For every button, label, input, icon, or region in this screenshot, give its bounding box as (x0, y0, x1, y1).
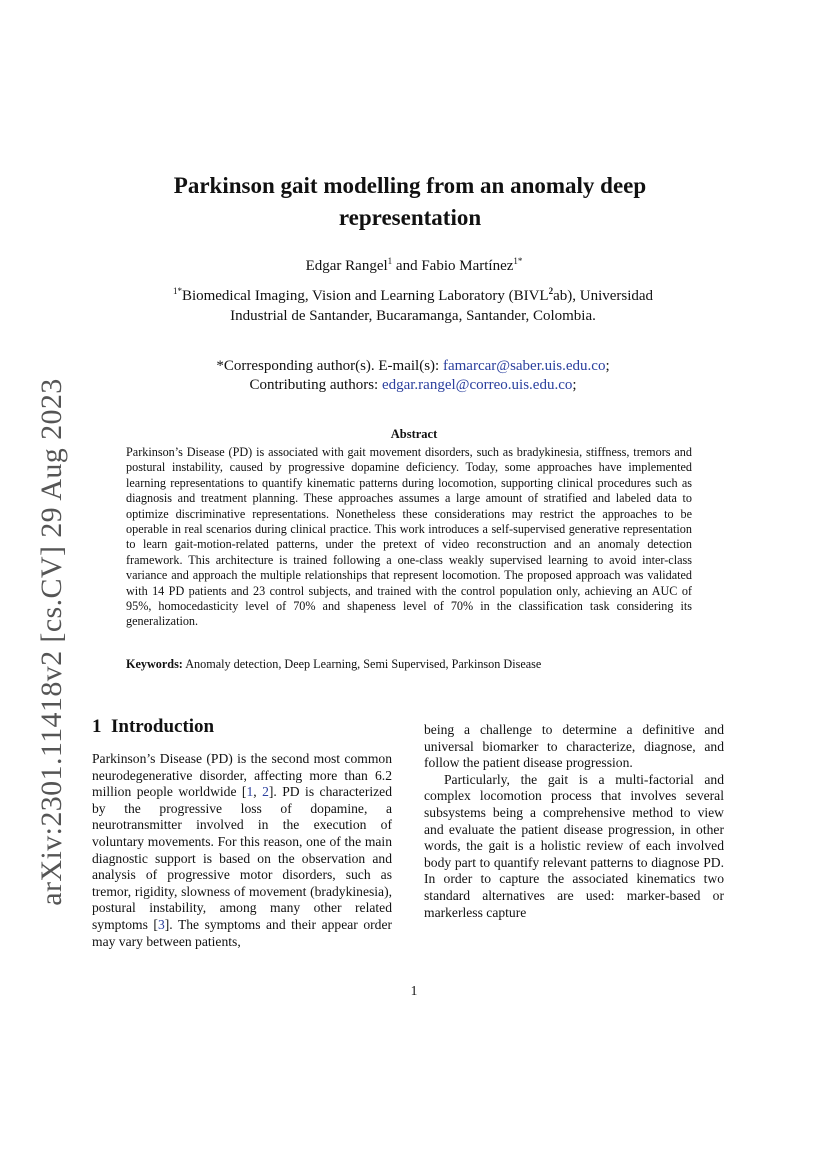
author-superscript: 1 (387, 256, 393, 266)
paper-title: Parkinson gait modelling from an anomaly deep representation (173, 173, 647, 230)
text-run: ]. The symptoms and their appear order may vary between patients, (92, 916, 392, 949)
section-heading (92, 716, 214, 738)
contact-info (130, 357, 696, 395)
affiliation-superscript: 2 (548, 286, 554, 296)
text-run: , (253, 784, 263, 800)
keywords-label: Keywords: (126, 657, 183, 671)
affiliation-line: ab), Universidad (553, 288, 654, 304)
author-conjunction: and (392, 258, 422, 274)
keywords-text: Anomaly detection, Deep Learning, Semi Supervised, Parkinson Disease (182, 657, 542, 671)
author-list (0, 258, 828, 275)
affiliation-superscript: 1* (172, 286, 182, 296)
text-run: ]. PD is characterized by the progressive loss of dopamine, a neurotransmitter involved in the execution of voluntary movements. For this reason, one of the main diagnostic support is based on the observation and analysis of progressive motor disorders, such as tremor, rigidity, slowness of movement (bradykinesia), postural instability, among many other related symptoms [ (92, 784, 392, 932)
contributing-label: Contributing authors: (249, 377, 382, 393)
section-title: Introduction (111, 716, 215, 737)
separator: ; (605, 358, 610, 374)
abstract-heading: Abstract (390, 427, 438, 441)
separator: ; (572, 377, 577, 393)
citation-link[interactable]: 3 (157, 916, 165, 932)
citation-link[interactable]: 2 (262, 784, 269, 800)
affiliation-line: Biomedical Imaging, Vision and Learning Laboratory (BIVL (181, 288, 549, 304)
citation-link[interactable]: 1 (246, 784, 254, 800)
keywords (126, 657, 692, 672)
paragraph (92, 751, 392, 950)
arxiv-identifier: arXiv:2301.11418v2 [cs.CV] 29 Aug 2023 (35, 378, 68, 906)
affiliation (130, 286, 696, 326)
contributing-email-link[interactable]: edgar.rangel@correo.uis.edu.co (381, 377, 573, 393)
author-name: Fabio Martínez (421, 258, 514, 274)
page-number: 1 (410, 983, 418, 998)
paragraph: being a challenge to determine a definitive and universal biomarker to characterize, diagnose, and follow the patient disease progression. (424, 722, 724, 771)
corresponding-label: *Corresponding author(s). E-mail(s): (216, 358, 443, 374)
intro-right-column (424, 722, 724, 921)
author-superscript: 1* (513, 256, 523, 266)
text-run: Parkinson’s Disease (PD) is the second most common neurodegenerative disorder, affecting more than 6.2 million people worldwide [ (92, 751, 392, 800)
author-name: Edgar Rangel (305, 258, 388, 274)
affiliation-line: Industrial de Santander, Bucaramanga, Santander, Colombia. (230, 308, 596, 324)
section-number: 1 (92, 716, 102, 737)
abstract-text: Parkinson’s Disease (PD) is associated with gait movement disorders, such as bradykinesia, stiffness, tremors and postural instability, caused by progressive dopamine deficiency. Today, some approaches have implemented learning representations to quantify kinematic patterns during locomotion, supporting clinical procedures such as diagnosis and treatment planning. These approaches assumes a large amount of stratified and labeled data to optimize discriminative representations. Nonetheless these considerations may restrict the approaches to be operable in real scenarios during clinical practice. This work introduces a self-supervised generative representation to learn gait-motion-related patterns, under the pretext of video reconstruction and an anomaly detection framework. This architecture is trained following a one-class weakly supervised learning to avoid inter-class variance and approach the multiple relationships that represent locomotion. The proposed approach was validated with 14 PD patients and 23 control subjects, and trained with the control population only, achieving an AUC of 95%, homocedasticity level of 70% and shapeness level of 70% in the classification task considering its generalization. (126, 445, 692, 629)
intro-left-column (92, 751, 392, 950)
corresponding-email-link[interactable]: famarcar@saber.uis.edu.co (442, 358, 606, 374)
paragraph: Particularly, the gait is a multi-factorial and complex locomotion process that involves several subsystems being a comprehensive method to view and evaluate the patient disease progression, in other words, the gait is a holistic review of each involved body part to quantify relevant patterns to diagnose PD. In order to capture the associated kinematics two standard alternatives are used: marker-based or markerless capture (424, 771, 724, 920)
